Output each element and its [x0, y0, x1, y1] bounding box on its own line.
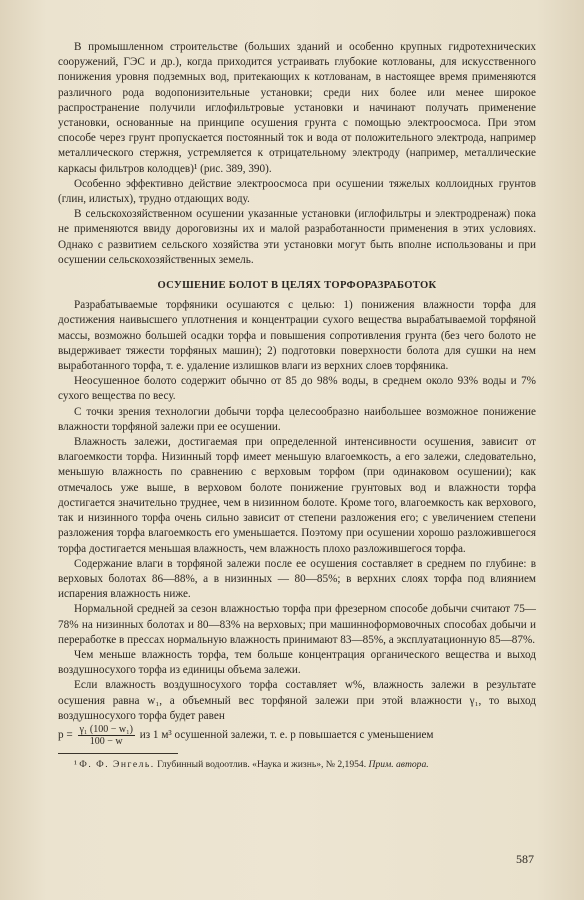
paragraph-2: Особенно эффективно действие электроосмоса при осушении тяжелых коллоидных грунтов (глин, илистых), трудно отдающих воду.: [58, 177, 536, 206]
footnote-author: Ф. Ф. Энгель.: [79, 758, 155, 770]
formula-tail: из 1 м³ осушенной залежи, т. е. p повышается с уменьшением: [139, 729, 434, 742]
footnote-note: Прим. автора.: [368, 758, 429, 770]
formula-numerator: γ₁ (100 − w₁): [79, 723, 133, 735]
footnote-marker: ¹: [74, 758, 77, 770]
formula-line: [58, 724, 536, 747]
formula-lhs: p =: [58, 729, 73, 742]
paragraph-1: В промышленном строительстве (больших зданий и особенно крупных гидротехнических сооружений, ГЭС и др.), когда приходится устраивать глубокие котлованы, для искусственного понижения уровня подземных вод, притекающих к котлованам, в настоящее время применяются различного рода водопонизительные установки; среди них более или менее широкое распространение получили иглофильтровые установки и начинают получать применение установки, основанные на принципе осушения грунта с помощью электроосмоса. При этом способе через грунт пропускается постоянный ток и вода от положительного электрода, например металлического стержня, устремляется к отрицательному электроду (например, металлические каркасы фильтров колодцев)¹ (рис. 389, 390).: [58, 41, 536, 175]
paragraph-7: Влажность залежи, достигаемая при определенной интенсивности осушения, зависит от влагоемкости торфа. Низинный торф имеет меньшую влагоемкость, а его залежи, следовательно, меньшую влажность по сравнению с верховым торфом (при одинаковом осушении); как отмечалось уже выше, в верховом болоте понижение грунтовых вод и влажности торфа достигается значительно труднее, чем в низинном болоте. Кроме того, влагоемкость как верхового, так и низинного торфа очень сильно зависит от степени разложения его; с увеличением степени разложения торфа влагоемкость его уменьшается. Поэтому при осушении хорошо разложившегося торфа достигается меньшая влажность, чем влажность плохо разложившегося торфа.: [58, 436, 536, 555]
section-title: ОСУШЕНИЕ БОЛОТ В ЦЕЛЯХ ТОРФОРАЗРАБОТОК: [157, 280, 437, 292]
footnote: [58, 758, 536, 771]
page-body: [58, 40, 536, 771]
paragraph-8: Содержание влаги в торфяной залежи после ее осушения составляет в среднем по глубине: в верховых болотах 86—88%, а в низинных — 80—85%; в верхних слоях торфа под влиянием испарения влажность ниже.: [58, 557, 536, 601]
paragraph-4: Разрабатываемые торфяники осушаются с целью: 1) понижения влажности торфа для достижения наивысшего уплотнения и концентрации сухого вещества вырабатываемой торфяной массы, возможно большей осадки торфа и повышения сопротивления грунта (без чего болото не выдерживает тяжести торфяных машин); 2) подготовки поверхности болота для сушки на нем выработанного торфа, т. е. удаление излишков влаги из верхних слоев торфяника.: [58, 299, 536, 373]
paragraph-5: Неосушенное болото содержит обычно от 85 до 98% воды, в среднем около 93% воды и 7% сухого вещества по весу.: [58, 375, 536, 403]
footnote-text: Глубинный водоотлив. «Наука и жизнь», № 2,1954.: [157, 758, 367, 770]
paragraph-3: В сельскохозяйственном осушении указанные установки (иглофильтры и электродренаж) пока не применяются ввиду дороговизны их и малой разработанности применения в этих условиях. Однако с развитием сельского хозяйства эти установки могут быть вполне использованы и при осушении сельскохозяйственных земель.: [58, 208, 536, 266]
paragraph-11: Если влажность воздушносухого торфа составляет w%, влажность залежи в результате осушения равна w₁, а объемный вес торфяной залежи при этой влажности γ₁, то выход воздушносухого торфа будет равен: [58, 679, 536, 722]
paragraph-6: С точки зрения технологии добычи торфа целесообразно наибольшее возможное понижение влажности торфяной залежи при ее осушении.: [58, 405, 536, 433]
page-number: 587: [516, 852, 534, 866]
footnote-divider: [58, 753, 178, 754]
paragraph-9: Нормальной средней за сезон влажностью торфа при фрезерном способе добычи считают 75—78% на низинных болотах и 80—83% на верховых; при машинноформовочных способах добычи и переработке в прессах нормальную влажность принимают 83—85%, а эксплуатационную 85—87%.: [58, 603, 536, 646]
paragraph-10: Чем меньше влажность торфа, тем больше концентрация органического вещества и выход воздушносухого торфа из единицы объема залежи.: [58, 648, 536, 677]
formula-fraction: [78, 724, 135, 747]
formula-denominator: 100 − w: [89, 735, 123, 747]
